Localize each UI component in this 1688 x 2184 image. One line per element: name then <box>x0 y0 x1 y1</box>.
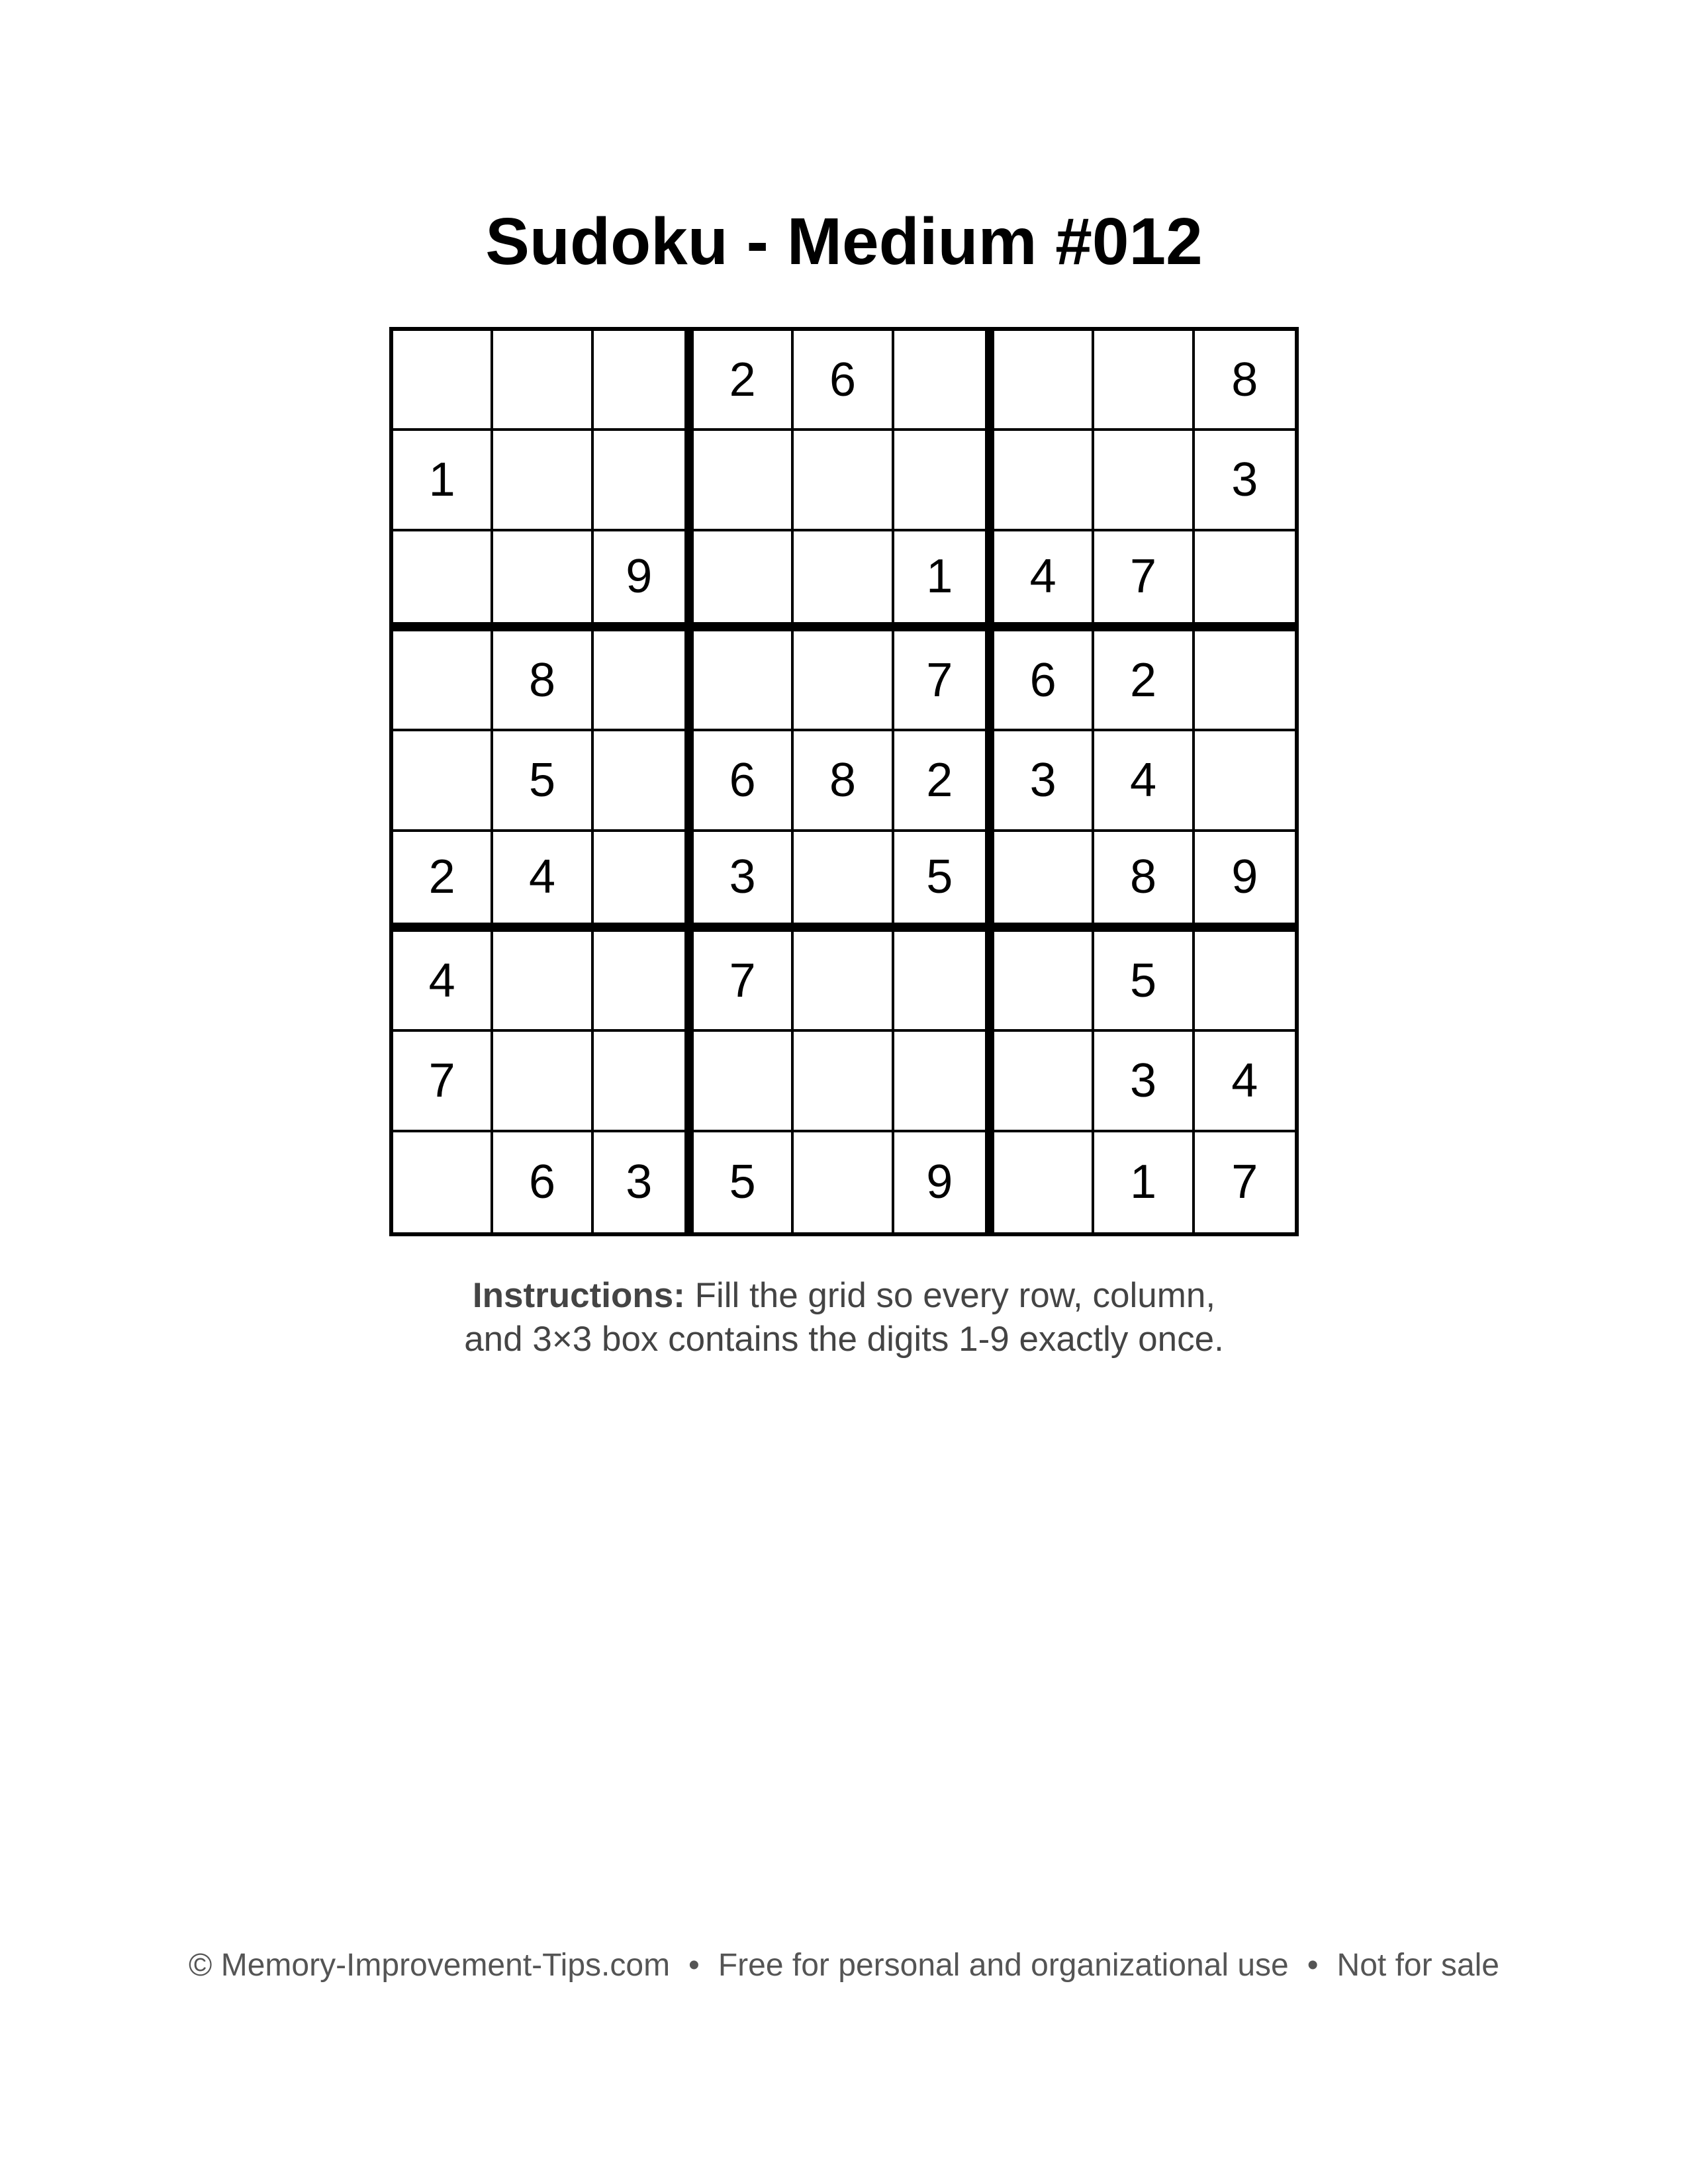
sudoku-cell-r3-c8: 7 <box>1094 531 1194 631</box>
sudoku-cell-r1-c4: 2 <box>694 331 794 431</box>
sudoku-cell-r1-c5: 6 <box>794 331 894 431</box>
sudoku-cell-r3-c7: 4 <box>994 531 1094 631</box>
sudoku-cell-r6-c2: 4 <box>493 832 593 932</box>
sudoku-cell-r3-c6: 1 <box>894 531 994 631</box>
sudoku-cell-r8-c8: 3 <box>1094 1032 1194 1132</box>
sudoku-cell-r8-c9: 4 <box>1195 1032 1295 1132</box>
sudoku-cell-r5-c9 <box>1195 731 1295 831</box>
sudoku-cell-r4-c9 <box>1195 631 1295 731</box>
sudoku-cell-r5-c4: 6 <box>694 731 794 831</box>
sudoku-cell-r9-c1 <box>393 1132 493 1232</box>
sudoku-cell-r6-c4: 3 <box>694 832 794 932</box>
sudoku-cell-r4-c2: 8 <box>493 631 593 731</box>
sudoku-cell-r2-c6 <box>894 431 994 531</box>
sudoku-cell-r9-c9: 7 <box>1231 1156 1258 1209</box>
sudoku-cell-r9-c7 <box>994 1132 1094 1232</box>
sudoku-cell-r6-c8: 8 <box>1094 832 1194 932</box>
instructions-line-1 <box>0 1274 1688 1318</box>
sudoku-cell-r3-c4 <box>694 531 794 631</box>
footer <box>0 1946 1688 1985</box>
sudoku-cell-r4-c3 <box>594 631 694 731</box>
instructions-text-1: Fill the grid so every row, column, <box>694 1276 1216 1315</box>
sudoku-cell-r4-c8: 2 <box>1094 631 1194 731</box>
sudoku-grid <box>389 327 1299 1236</box>
sudoku-cell-r8-c3 <box>594 1032 694 1132</box>
sudoku-cell-r6-c5 <box>794 832 894 932</box>
sudoku-cell-r7-c2 <box>493 932 593 1032</box>
sudoku-cell-r8-c5 <box>794 1032 894 1132</box>
sudoku-cell-r5-c1 <box>393 731 493 831</box>
sudoku-cell-r5-c2: 5 <box>493 731 593 831</box>
footer-sale: Not for sale <box>1336 1948 1499 1983</box>
sudoku-cell-r6-c7 <box>994 832 1094 932</box>
sudoku-cell-r6-c1: 2 <box>393 832 493 932</box>
sudoku-cell-r5-c7: 3 <box>994 731 1094 831</box>
sudoku-cell-r8-c7 <box>994 1032 1094 1132</box>
sudoku-cell-r3-c5 <box>794 531 894 631</box>
sudoku-cell-r4-c7: 6 <box>994 631 1094 731</box>
footer-usage: Free for personal and organizational use <box>718 1948 1289 1983</box>
sudoku-cell-r5-c5: 8 <box>794 731 894 831</box>
sudoku-cell-r5-c6: 2 <box>894 731 994 831</box>
sudoku-cell-r7-c1: 4 <box>393 932 493 1032</box>
footer-separator: • <box>688 1948 700 1983</box>
sudoku-cell-r9-c5 <box>794 1132 894 1232</box>
sudoku-cell-r7-c9 <box>1195 932 1295 1032</box>
sudoku-cell-r2-c1: 1 <box>393 431 493 531</box>
sudoku-cell-r2-c4 <box>694 431 794 531</box>
sudoku-cell-r3-c3: 9 <box>594 531 694 631</box>
sudoku-cell-r9-c2: 6 <box>493 1132 593 1232</box>
footer-separator: • <box>1307 1948 1319 1983</box>
sudoku-cell-r2-c7 <box>994 431 1094 531</box>
sudoku-cell-r7-c5 <box>794 932 894 1032</box>
sudoku-cell-r8-c6 <box>894 1032 994 1132</box>
instructions <box>0 1274 1688 1361</box>
sudoku-cell-r1-c8 <box>1094 331 1194 431</box>
sudoku-cell-r3-c9 <box>1195 531 1295 631</box>
sudoku-cell-r1-c1 <box>393 331 493 431</box>
sudoku-cell-r3-c2 <box>493 531 593 631</box>
sudoku-cell-r1-c7 <box>994 331 1094 431</box>
sudoku-cell-r6-c3 <box>594 832 694 932</box>
sudoku-cell-r1-c6 <box>894 331 994 431</box>
sudoku-cell-r7-c8: 5 <box>1094 932 1194 1032</box>
sudoku-cell-r9-c6: 9 <box>894 1132 994 1232</box>
sudoku-cell-r5-c3 <box>594 731 694 831</box>
sudoku-cell-r8-c1: 7 <box>393 1032 493 1132</box>
sudoku-cell-r5-c8: 4 <box>1094 731 1194 831</box>
sudoku-cell-r2-c9: 3 <box>1195 431 1295 531</box>
sudoku-cell-r7-c7 <box>994 932 1094 1032</box>
sudoku-cell-r8-c2 <box>493 1032 593 1132</box>
sudoku-cell-r4-c6: 7 <box>894 631 994 731</box>
sudoku-cell-r9-c8: 1 <box>1094 1132 1194 1232</box>
sudoku-cell-r8-c4 <box>694 1032 794 1132</box>
instructions-label: Instructions: <box>472 1276 685 1315</box>
sudoku-cell-r6-c9: 9 <box>1195 832 1295 932</box>
sudoku-cell-r2-c2 <box>493 431 593 531</box>
sudoku-cell-r2-c5 <box>794 431 894 531</box>
instructions-text-2: and 3×3 box contains the digits 1-9 exactly once. <box>464 1320 1224 1359</box>
sudoku-cell-r4-c1 <box>393 631 493 731</box>
sudoku-cell-r7-c4: 7 <box>694 932 794 1032</box>
sudoku-cell-r3-c1 <box>393 531 493 631</box>
sudoku-cell-r9-c3: 3 <box>594 1132 694 1232</box>
sudoku-cell-r1-c9: 8 <box>1195 331 1295 431</box>
sudoku-cell-r1-c3 <box>594 331 694 431</box>
page-title: Sudoku - Medium #012 <box>485 205 1203 279</box>
sudoku-cell-r2-c8 <box>1094 431 1194 531</box>
sudoku-cell-r2-c3 <box>594 431 694 531</box>
sudoku-cell-r7-c3 <box>594 932 694 1032</box>
sudoku-cell-r7-c6 <box>894 932 994 1032</box>
sudoku-cell-r4-c4 <box>694 631 794 731</box>
footer-copyright: © Memory-Improvement-Tips.com <box>189 1948 671 1983</box>
sudoku-cell-r1-c2 <box>493 331 593 431</box>
sudoku-cell-r9-c4: 5 <box>694 1132 794 1232</box>
sudoku-cell-r6-c6: 5 <box>894 832 994 932</box>
sudoku-cell-r4-c5 <box>794 631 894 731</box>
